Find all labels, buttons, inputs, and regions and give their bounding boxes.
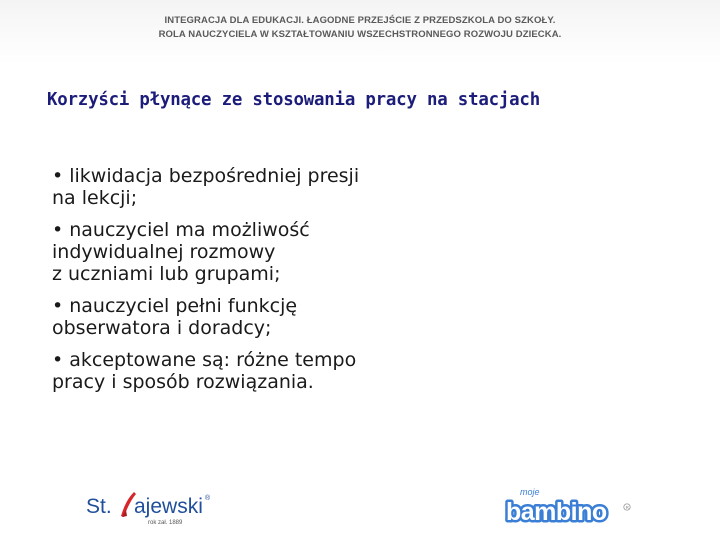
registered-mark-icon [624,504,630,510]
svg-text:®: ® [205,495,211,502]
bullet-line: • likwidacja bezpośredniej presji [52,165,360,187]
bullet-item [52,165,472,209]
bullet-item [52,349,472,393]
bullet-item [52,295,472,339]
logo-brand-name: ajewski [134,495,203,518]
moje-bambino-logo [500,484,635,524]
slide-title: Korzyści płynące ze stosowania pracy na stacjach [47,90,540,110]
header-title-line-1: INTEGRACJA DLA EDUKACJI. ŁAGODNE PRZEJŚCIE Z PRZEDSZKOLA DO SZKOŁY. [164,15,556,26]
bambino-wordmark [506,498,607,524]
header-band [0,0,720,64]
svg-text:R: R [625,504,629,510]
bullet-line: • nauczyciel pełni funkcję [52,295,298,317]
bullet-item [52,219,472,285]
logo-brand: bambino [506,498,607,524]
bullet-line: • akceptowane są: różne tempo [52,349,357,371]
bullet-line: pracy i sposób rozwiązania. [52,371,314,393]
header-title-line-2: ROLA NAUCZYCIELA W KSZTAŁTOWANIU WSZECHSTRONNEGO ROZWOJU DZIECKA. [158,29,562,40]
bullet-list [52,165,472,403]
bullet-line: na lekcji; [52,187,138,209]
bullet-line: • nauczyciel ma możliwość [52,219,310,241]
logo-tagline: rok zał. 1889 [148,520,183,526]
logo-top-word: moje [520,487,540,497]
bullet-line: indywidualnej rozmowy [52,241,276,263]
bullet-line: z uczniami lub grupami; [52,263,281,285]
logo-brand-prefix: St. [86,495,112,518]
stmajewski-logo [86,486,211,526]
bullet-line: obserwatora i doradcy; [52,317,272,339]
